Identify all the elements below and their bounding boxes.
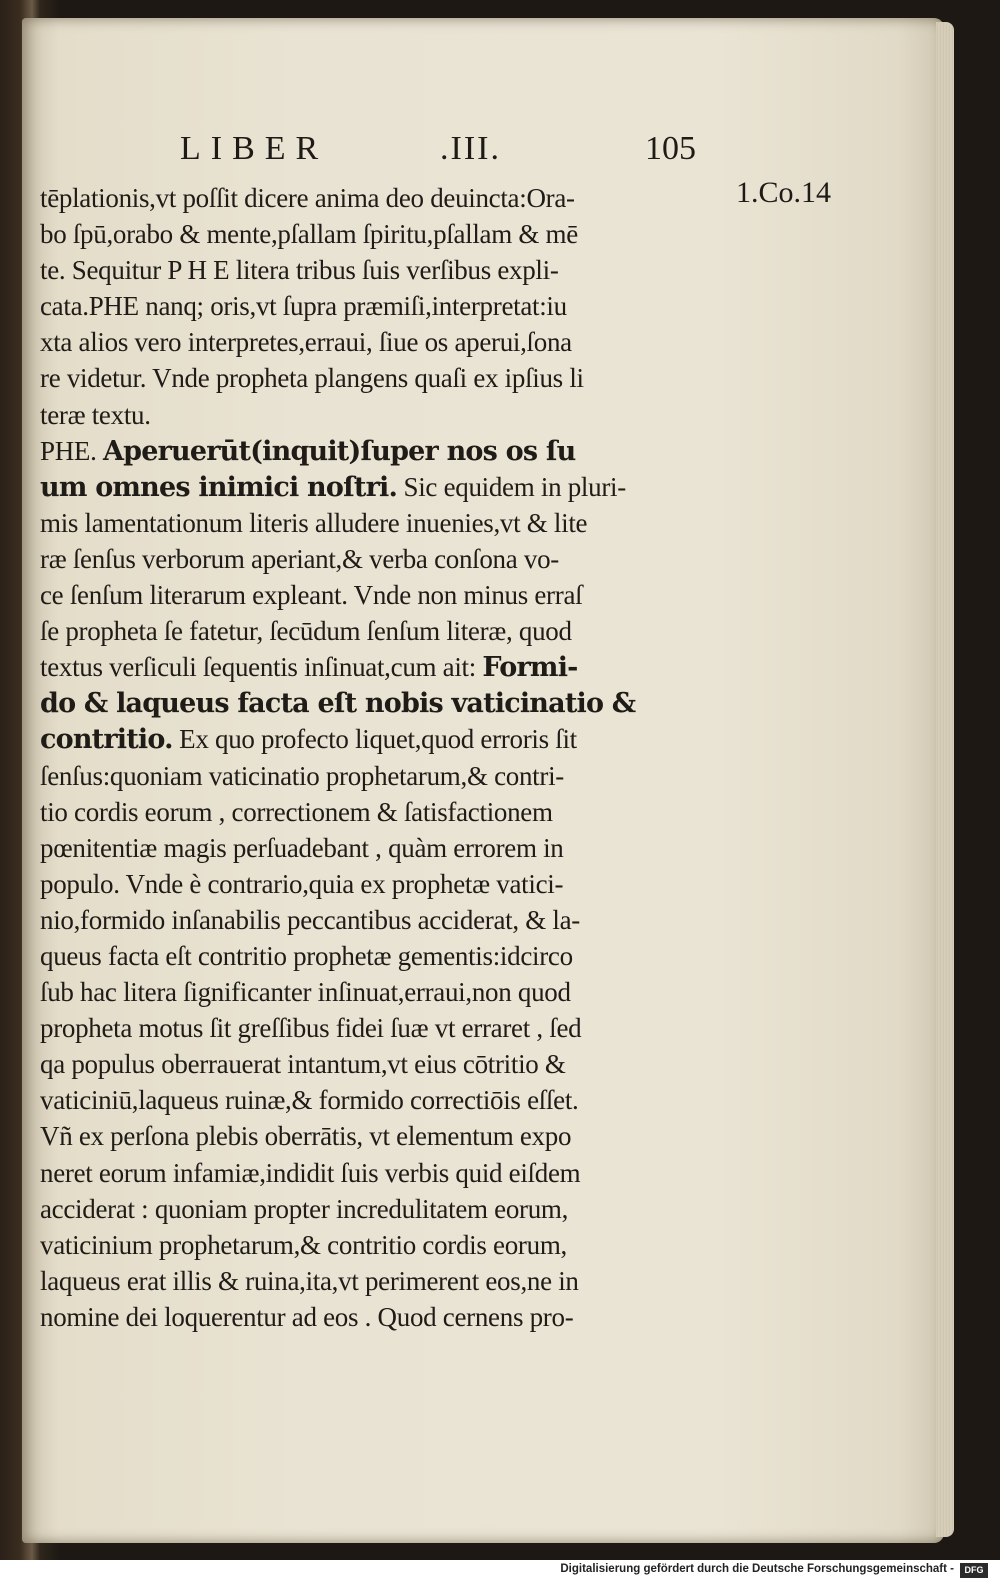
- line-text: ce ſenſum literarum expleant. Vnde non minus erraſ: [40, 580, 583, 611]
- line-text: ræ ſenſus verborum aperiant,& verba conſona vo-: [40, 543, 559, 574]
- blackletter-quote: Aperuerūt(inquit)ſuper nos os ſu: [103, 435, 576, 467]
- text-line: [40, 577, 730, 613]
- text-line: [40, 216, 730, 252]
- text-line: [40, 433, 730, 469]
- text-line: [40, 288, 730, 324]
- line-text: bo ſpū,orabo & mente,pſallam ſpiritu,pſallam & mē: [40, 219, 578, 250]
- line-text: laqueus erat illis & ruina,ita,vt perimerent eos,ne in: [40, 1265, 579, 1296]
- line-text: populo. Vnde è contrario,quia ex prophetæ vatici-: [40, 868, 564, 899]
- text-line: [40, 1046, 730, 1082]
- line-text: qa populus oberrauerat intantum,vt eius cōtritio &: [40, 1049, 566, 1080]
- text-line: [40, 1155, 730, 1191]
- line-text: ſe propheta ſe fatetur, ſecūdum ſenſum literæ, quod: [40, 616, 572, 647]
- text-line: [40, 685, 730, 721]
- line-text: Sic equidem in pluri-: [397, 471, 626, 502]
- line-text: ſub hac litera ſignificanter inſinuat,erraui,non quod: [40, 977, 571, 1008]
- blackletter-quote: do & laqueus facta eſt nobis vaticinatio &: [40, 688, 636, 720]
- line-text: vaticinium prophetarum,& contritio cordis eorum,: [40, 1229, 567, 1260]
- margin-note: 1.Co.14: [736, 176, 832, 209]
- blackletter-quote: Formi-: [482, 652, 578, 684]
- line-text: neret eorum infamiæ,indidit ſuis verbis quid eiſdem: [40, 1157, 581, 1188]
- line-text: propheta motus ſit greſſibus fidei ſuæ vt erraret , ſed: [40, 1013, 582, 1044]
- line-text: nomine dei loquerentur ad eos . Quod cernens pro-: [40, 1301, 574, 1332]
- text-line: [40, 360, 730, 396]
- text-line: [40, 505, 730, 541]
- dfg-logo: DFG: [960, 1563, 988, 1578]
- line-text: vaticiniū,laqueus ruinæ,& formido correctiōis eſſet.: [40, 1085, 579, 1116]
- line-text: teræ textu.: [40, 399, 151, 430]
- text-line: [40, 1010, 730, 1046]
- text-line: [40, 649, 730, 685]
- folio-number: 105: [645, 130, 696, 167]
- line-text: re videtur. Vnde propheta plangens quaſi ex ipſius li: [40, 363, 584, 394]
- line-text: te. Sequitur P H E litera tribus ſuis verſibus expli-: [40, 255, 559, 286]
- text-line: [40, 866, 730, 902]
- blackletter-quote: um omnes inimici noſtri.: [40, 471, 398, 503]
- text-line: [40, 541, 730, 577]
- text-line: [40, 1118, 730, 1154]
- text-line: [40, 721, 730, 757]
- page-edge: [936, 22, 954, 1537]
- text-line: [40, 794, 730, 830]
- text-line: [40, 324, 730, 360]
- line-text: xta alios vero interpretes,erraui, ſiue os aperui,ſona: [40, 327, 572, 358]
- line-text: ſenſus:quoniam vaticinatio prophetarum,& contri-: [40, 760, 564, 791]
- running-title: LIBER: [180, 130, 329, 167]
- text-line: [40, 974, 730, 1010]
- text-line: [40, 938, 730, 974]
- book-number: .III.: [440, 130, 501, 167]
- text-line: [40, 1191, 730, 1227]
- digitization-credit: Digitalisierung gefördert durch die Deutsche Forschungsgemeinschaft -: [560, 1563, 954, 1575]
- text-line: [40, 397, 730, 433]
- page-header: [180, 130, 740, 174]
- line-text: queus facta eſt contritio prophetæ gementis:idcirco: [40, 940, 573, 971]
- text-line: [40, 758, 730, 794]
- text-line: [40, 830, 730, 866]
- blackletter-quote: contritio.: [40, 724, 173, 756]
- line-text: textus verſiculi ſequentis inſinuat,cum ait:: [40, 652, 483, 683]
- line-text: tio cordis eorum , correctionem & ſatisfactionem: [40, 796, 553, 827]
- text-line: [40, 469, 730, 505]
- line-text: PHE.: [40, 435, 104, 466]
- line-text: mis lamentationum literis alludere inuenies,vt & lite: [40, 507, 588, 538]
- line-text: cata.PHE nanq; oris,vt ſupra præmiſi,interpretat:iu: [40, 291, 567, 322]
- body-text: [40, 180, 730, 1335]
- text-line: [40, 613, 730, 649]
- line-text: pœnitentiæ magis perſuadebant , quàm errorem in: [40, 832, 564, 863]
- text-line: [40, 1299, 730, 1335]
- line-text: acciderat : quoniam propter incredulitatem eorum,: [40, 1193, 569, 1224]
- text-line: [40, 1227, 730, 1263]
- line-text: Vñ ex perſona plebis oberrātis, vt elementum expo: [40, 1121, 572, 1152]
- text-line: [40, 902, 730, 938]
- line-text: Ex quo profecto liquet,quod erroris ſit: [172, 724, 577, 755]
- text-line: [40, 1263, 730, 1299]
- text-line: [40, 1082, 730, 1118]
- text-line: [40, 180, 730, 216]
- line-text: tēplationis,vt poſſit dicere anima deo deuincta:Ora-: [40, 183, 575, 213]
- line-text: nio,formido inſanabilis peccantibus acciderat, & la-: [40, 904, 580, 935]
- text-line: [40, 252, 730, 288]
